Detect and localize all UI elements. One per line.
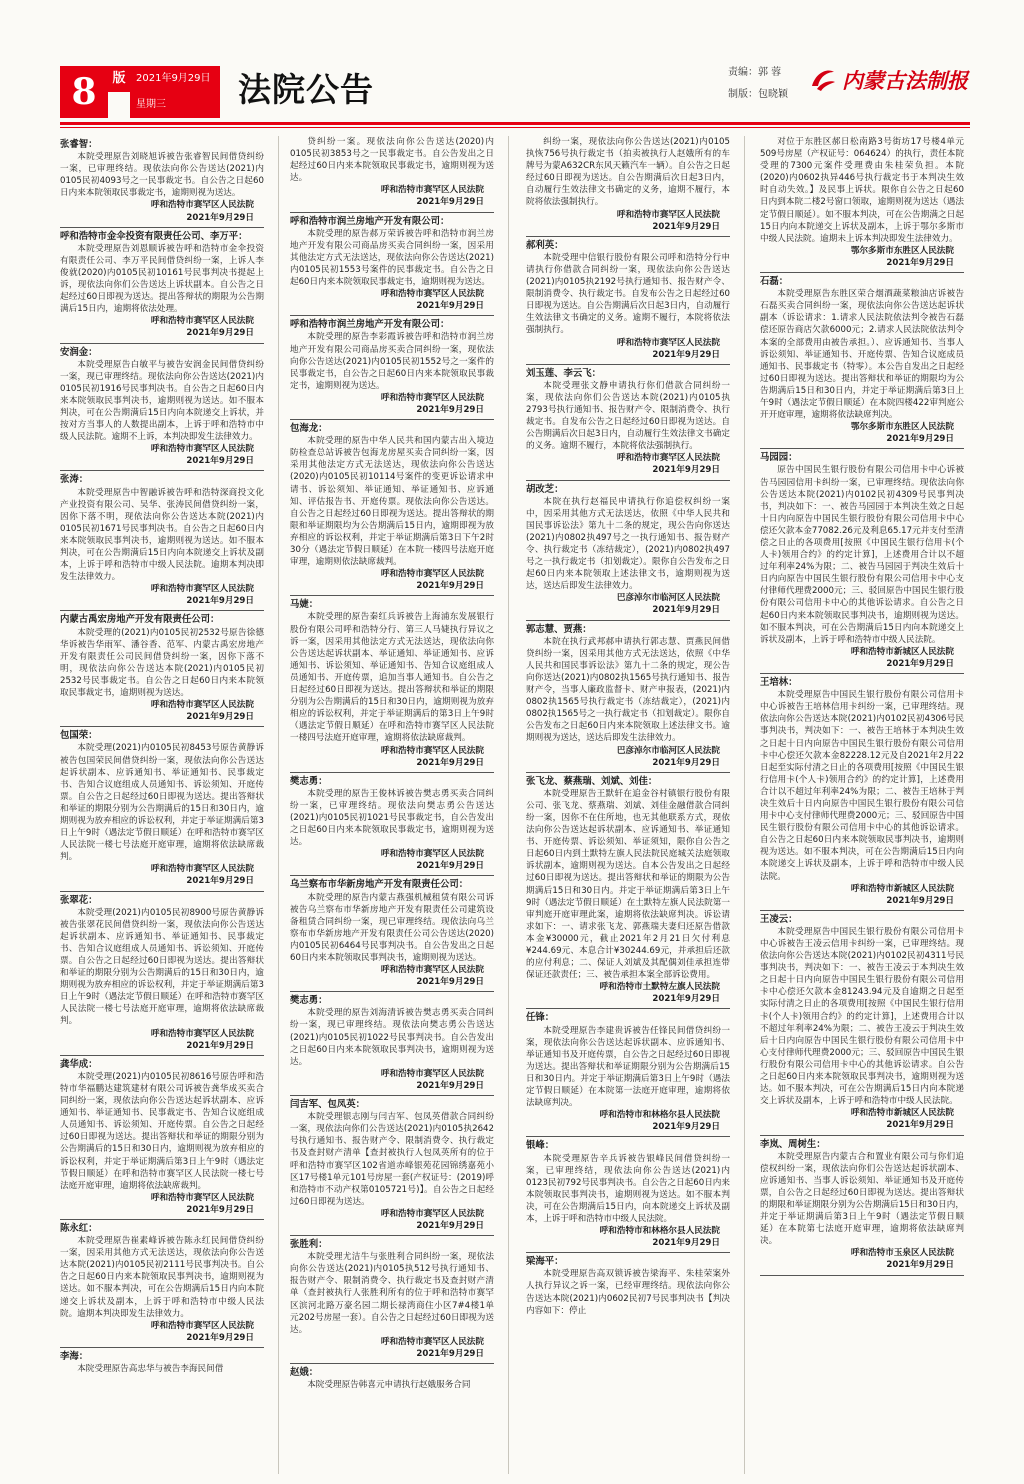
notice-divider [60,1055,264,1056]
notice-court: 呼和浩特市新城区人民法院 [850,646,954,657]
notice [760,276,964,449]
notice [760,677,964,911]
notice-court: 呼和浩特市赛罕区人民法院 [380,569,484,580]
notice-divider [526,364,730,365]
notice-body: 本院受理原告中智融诉被告呼和浩特深商投文化产业投资有限公司、吴华、张涛民间借贷纠纷一案，因你下落不明，现依法向你公告送达本院(2021)内0105民初1671号民事判决书。自公告之日起60日内来本院领取民事判决书，逾期则视为送达。如不服本判决，可在公告期满后15日内向本院递交上诉状及副本，上诉于呼和浩特市中级人民法院。逾期本判决即发生法律效力。 [60,487,264,583]
notice-body: 本院受理尤洁牛与张胜利合同纠纷一案，现依法向你公告送达(2021)内0105执512号执行通知书、报告财产令、限制消费令、执行裁定书及查封财产清单（查封被执行人张胜利所有的位于呼和浩特市赛罕区滨河北路万豪名园二期长禄湾商住小区7#4楼1单元202号房屋一套）。自公告之日起经过60日即视为送达。 [290,1252,494,1335]
notice-divider [290,991,494,992]
notice-date: 2021年9月29日 [416,404,484,415]
notice [290,319,494,420]
notice-body: 本院在执行赵福民申请执行你追偿权纠纷一案中，因采用其他方式无法送达，依照《中华人民共和国民事诉讼法》第九十二条的规定，现公告向你送达(2021)内0802执497号之一执行通知书、报告财产令、执行裁定书（冻结裁定），(2021)内0802执497号之一执行裁定书（扣划裁定）。限你自公告发布之日起60日内来本院领取上述法律文书，逾期则视为送达，送达后即发生法律效力。 [526,496,730,592]
notice [290,216,494,317]
notice-body: 本院受理原告东胜区荣合烟酒蔬菜粮油店诉被告石磊买卖合同纠纷一案，现依法向你公告送达起诉状副本（诉讼请求：1.请求人民法院依法判令被告石磊偿还原告商店欠款6000元；2.请求人民法院依法判令本案的全部费用由被告承担。）、应诉通知书、当事人诉讼须知、举证通知书、开庭传票、告知合议庭成员通知书、民事裁定书（特零）。本公告自发出之日起经过60日即视为送达。提出答辩状和举证的期限均为公告期满后15日和30日内，并定于举证期满后第3日上午9时（遇法定节假日顺延）在本院四楼422审判庭公开开庭审理，逾期将依法缺席判决。 [760,289,964,421]
notice-divider [760,448,964,449]
notice-date: 2021年9月29日 [186,876,254,887]
notice-divider [760,1275,964,1276]
notice [290,879,494,992]
notice [760,136,964,273]
notice-body: 本院受理原告中国民生银行股份有限公司信用卡中心诉被告王凌云信用卡纠纷一案，已审理终结。现依法向你公告送达本院(2021)内0102民初4311号民事判决书，判决如下：一、被告王凌云于本判决生效之日起十日内向原告中国民生银行股份有限公司信用卡中心偿还欠款本金81243.94元及自逾期之日起至实际付清之日止的各项费用[按照《中国民生银行信用卡(个人卡)领用合约》的约定计算]，上述费用合计以不超过年利率24%为限；二、被告王凌云于判决生效后十日内向原告中国民生银行股份有限公司信用卡中心支付律师代理费2000元；三、驳回原告中国民生银行股份有限公司信用卡中心的其他诉讼请求。自公告之日起60日内来本院领取民事判决书，逾期则视为送达。如不服本判决，可在公告期满后15日内向本院递交上诉状及副本，上诉于呼和浩特市中级人民法院。 [760,926,964,1107]
notice-addressee: 龚华成： [60,1058,98,1070]
notice-date: 2021年9月29日 [886,1120,954,1131]
notice-body: 本院受理原告白敏平与被告安润金民间借贷纠纷一案，现已审理终结。现依法向你公告送达(2021)内0105民初1916号民事判决书。自公告之日起60日内来本院领取民事判决书，逾期则视为送达。如不服本判决，可在公告期满后15日内向本院递交上诉状，并按对方当事人的人数提出副本，上诉于呼和浩特市中级人民法院。逾期不上诉，本判决即发生法律效力。 [60,359,264,443]
notice [526,776,730,1010]
notice-divider [60,726,264,727]
notice-addressee: 郝利英： [526,239,564,251]
notice-body: 本院在执行武邦郝申请执行郭志慧、贾燕民间借贷纠纷一案，因采用其他方式无法送达，依照《中华人民共和国民事诉讼法》第九十二条的规定，现公告向你送达(2021)内0802执1565号执行通知书、报告财产令，当事人廉政监督卡、财产申报表，(2021)内0802执1565号执行裁定书（冻结裁定），(2021)内0802执1565号之一执行裁定书（扣划裁定）。限你自公告发布之日起60日内来本院领取上述法律文书。逾期则视为送达，送达后即发生法律效力。 [526,636,730,744]
notice [60,895,264,1056]
notice-court: 呼和浩特市赛罕区人民法院 [150,316,254,327]
notice-date: 2021年9月29日 [186,1040,254,1051]
notice-divider [290,772,494,773]
notice-body: 本院受理原告内蒙古合和置业有限公司与你们追偿权纠纷一案，现依法向你们公告送达起诉状副本、应诉通知书、当事人诉讼须知、举证通知书及开庭传票，自公告之日起经过60日即视为送达。提出答辩状的期限和举证期限分别为公告期满后15日和30日内，并定于举证期满后第3日上午9时（遇法定节假日顺延）在本院第七法庭开庭审理，逾期将依法缺席判决。 [760,1151,964,1247]
notice-body: 原告中国民生银行股份有限公司信用卡中心诉被告马园园信用卡纠纷一案，已审理终结。现依法向你公告送达本院(2021)内0102民初4309号民事判决书，判决如下：一、被告马园园于本判决生效之日起十日内向原告中国民生银行股份有限公司信用卡中心偿还欠款本金77082.26元及利息65.17元并支付至清偿之日止的各项费用[按照《中国民生银行信用卡(个人卡)领用合约》的约定计算]，上述费用合计以不超过年利率24%为限；二、被告马园园于判决生效后十日内向原告中国民生银行股份有限公司信用卡中心支付律师代理费2000元；三、驳回原告中国民生银行股份有限公司信用卡中心的其他诉讼请求。自公告之日起60日内来本院领取民事判决书，逾期则视为送达。如不服本判决，可在公告期满后15日内向本院递交上诉状及副本，上诉于呼和浩特市中级人民法院。 [760,465,964,645]
notice-divider [526,1252,730,1253]
notice-court: 鄂尔多斯市东胜区人民法院 [850,245,954,256]
notice-addressee: 胡改芝： [526,483,564,495]
notice-body: 本院受理中信银行股份有限公司呼和浩特分行申请执行你借款合同纠纷一案，现依法向你公告送达(2021)内0105执2192号执行通知书、报告财产令、限制消费令、执行裁定书。自发布公告之日起经过60日即视为送达。自公告期满后次日起3日内，自动履行生效法律文书确定的义务。逾期不履行，本院将依法强制执行。 [526,252,730,336]
notice-divider [760,673,964,674]
notice-date: 2021年9月29日 [652,465,720,476]
column-4 [760,136,964,1474]
notice-court: 呼和浩特市赛罕区人民法院 [150,1028,254,1039]
notice [526,368,730,481]
notice [290,995,494,1096]
notice [60,231,264,344]
notice [60,730,264,891]
notice [526,484,730,621]
notice-body: 本院受理的原告中华人民共和国内蒙古出入境边防检查总站诉被告包海龙房屋买卖合同纠纷一案，因采用其他法定方式无法送达，现依法向你公告送达(2020)内0105民初10114号案件的变更诉讼请求申请书、诉讼须知、举证通知、举证通知书、应诉通知、评估报告书、开庭传票。现依法向你公告送达。自公告之日起经过60日即视为送达。提出答辩状的期限和举证期限均为公告期满后15日内，逾期即视为放弃相应的诉讼权利，并定于举证期满后第3日下午2时30分（遇法定节假日顺延）在本院一楼四号法庭开庭审理，逾期则依法缺席裁判。 [290,436,494,568]
notice-body: 本院受理原告刘恩顺诉被告呼和浩特市金伞投资有限责任公司、李万平民间借贷纠纷一案，上诉人李俊就(2020)内0105民初10161号民事判决书提起上诉，现依法向你们公告送达上诉状副本。自公告之日起经过60日即视为送达。提出答辩状的期限为公告期满后15日内，逾期将依法处理。 [60,243,264,315]
header-rule-thin [60,127,970,128]
notice-date: 2021年9月29日 [416,861,484,872]
header-rule [60,122,970,125]
notice-divider [526,620,730,621]
notice-date: 2021年9月29日 [652,605,720,616]
notice-addressee: 陈永红： [60,1222,98,1234]
notice-addressee: 梁海平： [526,1256,564,1268]
notice-court: 呼和浩特市赛罕区人民法院 [150,584,254,595]
notice-addressee: 赵娥： [290,1367,319,1378]
notice-court: 呼和浩特市赛罕区人民法院 [380,965,484,976]
notice-date: 2021年9月29日 [886,658,954,669]
notice-court: 呼和浩特市赛罕区人民法院 [150,700,254,711]
notice-court: 巴彦淖尔市临河区人民法院 [616,745,720,756]
notice-addressee: 呼和浩特市金伞投资有限责任公司、李万平： [60,230,248,242]
notice-divider [760,910,964,911]
notice [526,1140,730,1253]
notice-date: 2021年9月29日 [652,757,720,768]
notice-divider [290,1235,494,1236]
notice-addressee: 包海龙： [290,423,328,435]
notice-addressee: 呼和浩特市润兰房地产开发有限公司： [290,319,450,331]
notice-divider [290,212,494,213]
notice-body: 本院受理(2021)内0105民初8900号原告黄静诉被告张翠花民间借贷纠纷一案，现依法向你公告送达起诉状副本、应诉通知书、举证通知书、民事裁定书、告知合议庭组成人员通知书、诉讼须知、开庭传票。自公告之日起经过60日即视为送达。提出答辩状和举证的期限分别为公告期满后的15日和30日内，逾期则视为放弃相应的诉讼权利，并定于举证期满后第3日上午9时（遇法定节假日顺延）在呼和浩特市赛罕区人民法院一楼七号法庭开庭审理，逾期将依法缺席裁判。 [60,907,264,1027]
notice-court: 呼和浩特市赛罕区人民法院 [150,444,254,455]
notice-date: 2021年9月29日 [886,257,954,268]
notice-body: 本院受理原告辛兵诉被告银峰民间借贷纠纷一案，已审理终结，现依法向你公告送达(2021)内0123民初792号民事判决书。自公告之日起60日内来本院领取民事判决书，逾期则视为送达。如不服本判决，可在公告期满后15日内，向本院递交上诉状及副本，上诉于呼和浩特市中级人民法院。 [526,1153,730,1224]
page-tag: 版 [108,66,130,92]
issue-date: 2021年9月29日 [136,73,211,84]
newspaper-emblem-icon [808,64,838,94]
notice-court: 呼和浩特市赛罕区人民法院 [150,200,254,211]
page-header [0,0,1024,120]
notice-addressee: 石磊： [760,276,789,288]
editor-credits [728,62,788,106]
notice-addressee: 马婕： [290,599,319,611]
column-3 [526,136,730,1474]
notice-date: 2021年9月29日 [652,349,720,360]
notice-divider [526,236,730,237]
notice [760,914,964,1136]
column-divider [508,136,509,1474]
notice [290,423,494,596]
notice-body: 本院受理原告韩喜元申请执行赵娥服务合同 [307,1380,471,1391]
notice-addressee: 闫吉军、包凤英： [290,1099,366,1111]
notice-date: 2021年9月29日 [186,1332,254,1343]
notice-court: 呼和浩特市和林格尔县人民法院 [599,1110,720,1121]
notice-body: 本院受理的(2021)内0105民初2532号原告徐德华诉被告华雨军、潘谷香、范军、内蒙古禹宏房地产开发有限责任公司民间借贷纠纷一案，因你下落不明，现依法向你公告送达本院(2021)内0105民初2532号民事裁定书。自公告之日起60日内来本院领取民事裁定书，逾期则视为送达。 [60,627,264,699]
notice-date: 2021年9月29日 [416,197,484,208]
notice-court: 呼和浩特市赛罕区人民法院 [380,1336,484,1347]
notice [760,1139,964,1276]
notice-addressee: 任锋： [526,1012,555,1024]
notice-body: 本院受理的原告秦红兵诉被告上海浦东发展银行股份有限公司呼和浩特分行、第三人马婕执行异议之诉一案，因采用其他法定方式无法送达，现依法向你公告送达起诉状副本、举证通知、举证通知书、应诉通知书、诉讼须知、举证通知书、告知合议庭组成人员通知书、开庭传票，追加当事人通知书。自公告之日起经过60日即视为送达。提出答辩状和举证的期限分别为公告期满后的15日和30日内，逾期则视为放弃相应的诉讼权利，并定于举证期满后的第3日上午9时（遇法定节假日顺延）在呼和浩特市赛罕区人民法院一楼四号法庭开庭审理，逾期将依法缺席裁判。 [290,612,494,744]
notice-divider [290,419,494,420]
notice-date: 2021年9月29日 [416,1348,484,1359]
notice-court: 呼和浩特市土默特左旗人民法院 [599,982,720,993]
notice-court: 呼和浩特市赛罕区人民法院 [380,185,484,196]
notice-divider [290,315,494,316]
notice-divider [526,772,730,773]
producer-line: 制版：包晓颖 [728,89,788,100]
notice-court: 呼和浩特市和林格尔县人民法院 [599,1226,720,1237]
notice-court: 鄂尔多斯市东胜区人民法院 [850,422,954,433]
notice-divider [526,1008,730,1009]
notice [290,1239,494,1364]
notice-addressee: 呼和浩特市润兰房地产开发有限公司： [290,215,450,227]
notice-addressee: 王培林： [760,677,798,689]
notice-date: 2021年9月29日 [652,994,720,1005]
notice-addressee: 张胜利： [290,1239,328,1251]
notice [60,474,264,611]
notice-divider [760,272,964,273]
notice-addressee: 樊志勇： [290,995,328,1007]
notice-addressee: 张睿智： [60,139,98,150]
notice-date: 2021年9月29日 [416,757,484,768]
notice-addressee: 郭志慧、贾燕： [526,623,592,635]
notice [526,240,730,365]
notice-divider [60,610,264,611]
notice-divider [760,1135,964,1136]
notice-date: 2021年9月29日 [186,456,254,467]
notice-addressee: 樊志勇： [290,775,328,787]
notice-body: 对位于东胜区郝日松南路3号街坊17号楼4单元509号房屋（产权证号：064624）的执行，责任本院受理的7300元案件受理费由朱桂荣负担。本院(2020)内0602执异446号执行裁定书于本判决生效时自动失效。】及民事上诉状。限你自公告之日起60日内到本院二楼2号窗口领取，逾期则视为送达（遇法定节假日顺延）。如不服本判决，可在公告期满之日起15日内向本院递交上诉状及副本，上诉于鄂尔多斯市中级人民法院。逾期未上诉本判决即发生法律效力。 [760,137,964,244]
column-divider [278,136,279,1474]
notice [60,1223,264,1348]
notice-body: 本院受理银志刚与闫吉军、包凤英借款合同纠纷一案，现依法向你们公告送达(2021)内0105执2642号执行通知书、报告财产令、限制消费令、执行裁定书及查封财产清单【查封被执行人包凤英所有的位于呼和浩特市赛罕区102省道赤峰银苑花园锦绣嘉苑小区17号楼1单元101号房屋一套(产权证号：(2019)呼和浩特市不动产权第0105721号)】。自公告之日起经过60日即视为送达。 [290,1112,494,1207]
notice-court: 呼和浩特市赛罕区人民法院 [380,745,484,756]
notice-court: 呼和浩特市赛罕区人民法院 [380,289,484,300]
column-divider [744,136,745,1474]
notice-date: 2021年9月29日 [416,301,484,312]
notice-date: 2021年9月29日 [886,1260,954,1271]
notice-court: 呼和浩特市赛罕区人民法院 [380,1068,484,1079]
notice-body: 本院受理的原告李彩霞诉被告呼和浩特市润兰房地产开发有限公司商品房买卖合同纠纷一案，现依法向你公告送达(2021)内0105民初1552号之一案件的民事裁定书，自公告之日起60日内来本院领取民事裁定书，逾期则视为送达。 [290,332,494,391]
notice-divider [526,1136,730,1137]
notice-court: 呼和浩特市赛罕区人民法院 [380,392,484,403]
notice-date: 2021年9月29日 [186,1204,254,1215]
notice-date: 2021年9月29日 [416,581,484,592]
notice-court: 呼和浩特市新城区人民法院 [850,1108,954,1119]
notice-date: 2021年9月29日 [416,1080,484,1091]
column-1 [60,136,264,1474]
notice-date: 2021年9月29日 [416,1220,484,1231]
notice-date: 2021年9月29日 [652,221,720,232]
notice-body: 贷纠纷一案。现依法向你公告送达(2020)内0105民初3853号之一民事裁定书。自公告发出之日起经过60日内来本院领取民事裁定书，逾期则视为送达。 [290,137,494,184]
notice [290,1099,494,1236]
notice [526,136,730,237]
notice-date: 2021年9月29日 [416,977,484,988]
notice-body: 本院受理原告刘晓旭诉被告张睿智民间借贷纠纷一案，已审理终结。现依法向你公告送达(2021)内0105民初4093号之一民事裁定书。自公告之日起60日内来本院领取民事裁定书，逾期则视为送达。 [60,152,264,199]
notice-divider [60,470,264,471]
notice-addressee: 张翠花： [60,894,98,906]
notice-court: 呼和浩特市赛罕区人民法院 [380,1208,484,1219]
notice-date: 2021年9月29日 [186,596,254,607]
notice-date: 2021年9月29日 [186,712,254,723]
notice [60,1059,264,1220]
notice [60,614,264,727]
newspaper-name: 内蒙古法制报 [842,68,968,93]
notice-body: 本院受理原告高双锁诉被告梁海平、朱桂荣案外人执行异议之诉一案，已经审理终结。现依法向你公告送达本院(2021)内0602民初7号民事判决书【判决内容如下：停止 [526,1269,730,1316]
notice-court: 呼和浩特市赛罕区人民法院 [380,849,484,860]
newspaper-logo [808,64,968,98]
notice-body: 本院受理的原告内蒙古燕强机械租赁有限公司诉被告乌兰察布市华新房地产开发有限责任公司建筑设备租赁合同纠纷一案，现已审理终结。现依法向乌兰察布市华新房地产开发有限责任公司公告送达(2020)内0105民初6464号民事判决书。自公告发出之日起60日内来本院领取民事判决书，逾期则视为送达。 [290,892,494,963]
notice-addressee: 乌兰察布市华新房地产开发有限责任公司： [290,879,469,891]
section-title: 法院公告 [238,70,374,109]
notice [526,1256,730,1316]
notice-court: 呼和浩特市新城区人民法院 [850,883,954,894]
date-strip [130,66,220,118]
notice-addressee: 李海： [60,1350,89,1362]
notice-body: 本院受理的原告刘海清诉被告樊志勇买卖合同纠纷一案，现已审理终结。现依法向樊志勇公告送达(2021)内0105民初1022号民事判决书。自公告发出之日起60日内来本院领取民事判决书，逾期则视为送达。 [290,1008,494,1067]
notice-court: 呼和浩特市赛罕区人民法院 [150,864,254,875]
notice-addressee: 银峰： [526,1140,555,1152]
notice [290,776,494,877]
notice-divider [526,480,730,481]
notice-divider [60,343,264,344]
notice-court: 呼和浩特市赛罕区人民法院 [616,453,720,464]
notice-court: 巴彦淖尔市临河区人民法院 [616,593,720,604]
notice-body: 本院受理的原告王俊林诉被告樊志勇买卖合同纠纷一案，已审理终结。现依法向樊志勇公告送达(2021)内0105民初1021号民事裁定书，自公告发出之日起60日内来本院领取民事裁定书，逾期则视为送达。 [290,788,494,848]
notice-body: 本院受理(2021)内0105民初8453号原告黄静诉被告包国荣民间借贷纠纷一案，现依法向你公告送达起诉状副本、应诉通知书、举证通知书、民事裁定书、告知合议庭组成人员通知书、诉讼须知、开庭传票。自公告之日起经过60日即视为送达。提出答辩状和举证的期限分别为公告期满后的15日和30日内，逾期则视为放弃相应的诉讼权利，并定于举证期满后第3日上午9时（遇法定节假日顺延）在呼和浩特市赛罕区人民法院一楼七号法庭开庭审理，逾期将依法缺席裁判。 [60,743,264,863]
notice-divider [60,1347,264,1348]
notice-date: 2021年9月29日 [186,328,254,339]
notice-court: 呼和浩特市赛罕区人民法院 [616,209,720,220]
page-number: 8 [60,66,108,118]
notice [290,136,494,213]
notice [760,452,964,674]
notice-body: 本院受理张文静申请执行你们借款合同纠纷一案，现依法向你们公告送达本院(2021)内0105执2793号执行通知书、报告财产令、限制消费令、执行裁定书。自发布公告之日起经过60日即视为送达。自公告期满后次日起3日内，自动履行生效法律文书确定的义务。逾期不履行，本院将依法强制执行。 [526,380,730,452]
notice [290,599,494,772]
notice-addressee: 马园园： [760,452,798,464]
notice-addressee: 刘玉莲、李云飞： [526,367,602,379]
notice-date: 2021年9月29日 [652,1238,720,1249]
issue-weekday: 星期三 [136,99,166,110]
notice-court: 呼和浩特市玉泉区人民法院 [850,1248,954,1259]
notice-body: 本院受理(2021)内0105民初8616号原告呼和浩特市华福鹏达建筑建材有限公司诉被告龚华成买卖合同纠纷一案，现依法向你公告送达起诉状副本、应诉通知书、举证通知书、民事裁定书、告知合议庭组成人员通知书、诉讼须知、开庭传票。自公告之日起经过60日即视为送达。提出答辩状和举证的期限分别为公告期满后的15日和30日内，逾期则视为放弃相应的诉讼权利，并定于举证期满后第3日上午9时（遇法定节假日顺延）在呼和浩特市赛罕区人民法院一楼七号法庭开庭审理，逾期将依法缺席裁判。 [60,1071,264,1191]
notice-date: 2021年9月29日 [652,1122,720,1133]
notice [60,1351,264,1375]
editor-line: 责编：郭 蓉 [728,67,782,78]
notice-divider [60,227,264,228]
notice [60,139,264,228]
notice-addressee: 李岚、周树生： [760,1138,826,1150]
notice-body: 纠纷一案，现依法向你公告送达(2021)内0105执恢756号执行裁定书（拍卖被执行人赵娥所有的车牌号为蒙A632CR东风天籁汽车一辆）。自公告之日起经过60日即视为送达。自公告期满后次日起3日内，自动履行生效法律文书确定的义务，逾期不履行，本院将依法强制执行。 [526,137,730,208]
notice-date: 2021年9月29日 [886,895,954,906]
notice-court: 呼和浩特市赛罕区人民法院 [150,1320,254,1331]
notice-addressee: 包国荣： [60,730,98,742]
notice-date: 2021年9月29日 [886,434,954,445]
notice-divider [290,1095,494,1096]
notice-divider [290,595,494,596]
notice-court: 呼和浩特市赛罕区人民法院 [150,1192,254,1203]
column-2 [290,136,494,1474]
notice-body: 本院受理原告崔素峰诉被告陈永红民间借贷纠纷一案，因采用其他方式无法送达，现依法向你公告送达本院(2021)内0105民初2111号民事判决书。自公告之日起60日内来本院领取民事判决书，逾期则视为送达。如不服本判决，可在公告期满后15日内向本院递交上诉状及副本，上诉于呼和浩特市中级人民法院。逾期本判决即发生法律效力。 [60,1236,264,1319]
notice [526,1012,730,1137]
notice-addressee: 安润金： [60,346,98,358]
notice [290,1367,494,1391]
notice-divider [60,1219,264,1220]
notice-divider [290,1363,494,1364]
notice-court: 呼和浩特市赛罕区人民法院 [616,337,720,348]
notice-divider [60,891,264,892]
notice-body: 本院受理原告高忠华与被告李海民间借 [77,1364,224,1374]
notice-addressee: 内蒙古禹宏房地产开发有限责任公司： [60,614,220,626]
notice-date: 2021年9月29日 [186,212,254,223]
notice-body: 本院受理原告李建贵诉被告任锋民间借贷纠纷一案，现依法向你公告送达起诉状副本、应诉通知书、举证通知书及开庭传票，自公告之日起经过60日即视为送达。提出答辩状和举证期限分别为公告期满后15日和30日内。并定于举证期满后第3日上午9时（遇法定节假日顺延）在本院第一法庭开庭审理，逾期将依法缺席判决。 [526,1025,730,1109]
notice-addressee: 张涛： [60,474,89,486]
notice-divider [290,875,494,876]
notice [526,624,730,773]
notice [60,347,264,472]
notice-addressee: 张飞龙、蔡燕瑞、刘斌、刘佳： [526,775,658,787]
notice-body: 本院受理原告王默轩在追金谷村镇银行股份有限公司、张飞龙、蔡燕瑞、刘斌、刘佳金融借款合同纠纷一案，因你不在住所地，也无其他联系方式，现依法向你公告送达起诉状副本、应诉通知书、举证通知书、开庭传票、诉讼须知、举证须知，限你自公告之日起60日内到土默特左旗人民法院民庭城关法庭领取诉状副本，逾期则视为送达。自本公告发出之日起经过60日即视为送达。提出答辩状和举证的期限为公告期满后15日和30日内。并定于举证期满后第3日上午9时（遇法定节假日顺延）在土默特左旗人民法院第一审判庭开庭审理此案，逾期将依法缺席判决。诉讼请求如下：一、请求张飞龙、郭燕瑞夫妻归还原告借款本金¥30000元，截止2021年2月21日欠付利息¥244.69元、本息合计¥30244.69元，并承担后还款的应付利息；二、保证人刘斌及其配偶刘佳承担连带保证还款责任；三、被告承担本案全部诉讼费用。 [526,788,730,981]
notice-body: 本院受理的原告郝万荣诉被告呼和浩特市润兰房地产开发有限公司商品房买卖合同纠纷一案，因采用其他法定方式无法送达，现依法向你公告送达(2021)内0105民初1553号案件的民事裁定书。自公告之日起60日内来本院领取民事裁定书，逾期则视为送达。 [290,228,494,288]
notice-body: 本院受理原告中国民生银行股份有限公司信用卡中心诉被告王培林信用卡纠纷一案，已审理终结。现依法向你公告送达本院(2021)内0102民初4306号民事判决书，判决如下：一、被告王培林于本判决生效之日起十日内向原告中国民生银行股份有限公司信用卡中心偿还欠款本金82228.12元及自2021年2月22日起至实际付清之日止的各项费用[按照《中国民生银行信用卡(个人卡)领用合约》的约定计算]，上述费用合计以不超过年利率24%为限；二、被告王培林于判决生效后十日内向原告中国民生银行股份有限公司信用卡中心支付律师代理费2000元；三、驳回原告中国民生银行股份有限公司信用卡中心的其他诉讼请求。自公告之日起60日内来本院领取民事判决书，逾期则视为送达。如不服本判决，可在公告期满后15日内向本院递交上诉状及副本，上诉于呼和浩特市中级人民法院。 [760,690,964,882]
notice-addressee: 王凌云： [760,913,798,925]
